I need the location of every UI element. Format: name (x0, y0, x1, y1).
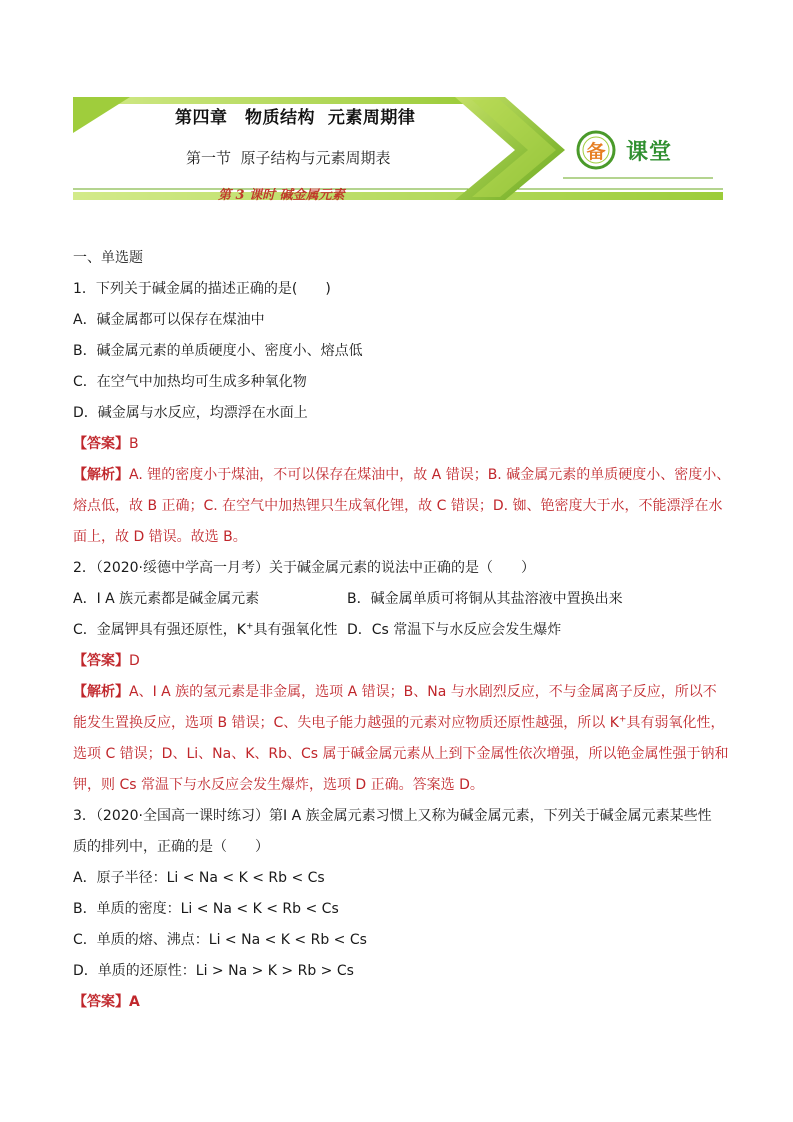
analysis-line (73, 460, 731, 491)
analysis-line: 选项 C 错误；D、Li、Na、K、Rb、Cs 属于碱金属元素从上到下金属性依次增强，所以铯金属性强于钠和 (73, 746, 729, 762)
option-c: C．在空气中加热均可生成多种氧化物 (73, 374, 307, 390)
option-a: A．Ⅰ A 族元素都是碱金属元素 (73, 591, 260, 607)
option-b: B．单质的密度：Li < Na < K < Rb < Cs (73, 901, 339, 917)
option-a: A．碱金属都可以保存在煤油中 (73, 312, 265, 328)
chapter-title: 第四章 物质结构 元素周期律 (175, 108, 416, 128)
option-d: D．碱金属与水反应，均漂浮在水面上 (73, 405, 308, 421)
document-body (73, 243, 731, 1018)
analysis-line: 能发生置换反应，选项 B 错误；C、失电子能力越强的元素对应物质还原性越强，所以 K+具有弱氧化性， (73, 714, 725, 731)
analysis-line: 钾，则 Cs 常温下与水反应会发生爆炸，选项 D 正确。答案选 D。 (73, 777, 484, 793)
answer-line (73, 429, 723, 460)
analysis-line: 熔点低，故 B 正确；C. 在空气中加热锂只生成氧化锂，故 C 错误；D. 铷、铯密度大于水，不能漂浮在水 (73, 498, 723, 514)
option-d: D．Cs 常温下与水反应会发生爆炸 (347, 622, 562, 638)
option-c: C．金属钾具有强还原性，K+具有强氧化性 (73, 621, 338, 638)
question-2 (73, 553, 729, 801)
answer-value: B (129, 436, 139, 452)
answer-line (73, 987, 723, 1018)
banner-left-triangle (73, 97, 130, 133)
analysis-label: 【解析】 (73, 684, 129, 700)
answer-line (73, 646, 723, 677)
analysis-line: 面上，故 D 错误。故选 B。 (73, 529, 247, 545)
section-title: 第一节 原子结构与元素周期表 (186, 149, 391, 167)
answer-value: D (129, 653, 140, 669)
question-stem: 3．（2020·全国高一课时练习）第Ⅰ A 族金属元素习惯上又称为碱金属元素，下列关于碱金属元素某些性 (73, 808, 712, 824)
answer-label: 【答案】 (73, 436, 129, 452)
analysis-line (73, 677, 723, 708)
question-stem: 2．（2020·绥德中学高一月考）关于碱金属元素的说法中正确的是（ ） (73, 560, 535, 576)
lesson-title: 第 3 课时 碱金属元素 (218, 188, 345, 203)
option-row (73, 615, 723, 646)
answer-label: 【答案】 (73, 994, 129, 1010)
section-heading: 一、单选题 (73, 250, 143, 266)
option-a: A．原子半径：Li < Na < K < Rb < Cs (73, 870, 325, 886)
answer-value: A (129, 994, 140, 1010)
answer-label: 【答案】 (73, 653, 129, 669)
question-stem-cont: 质的排列中，正确的是（ ） (73, 839, 269, 855)
option-b: B．碱金属单质可将铜从其盐溶液中置换出来 (347, 591, 623, 607)
question-1 (73, 274, 731, 553)
question-stem: 1．下列关于碱金属的描述正确的是( ) (73, 281, 331, 297)
option-row (73, 584, 723, 615)
question-3 (73, 801, 723, 1018)
brand-logo-text: 课堂 (626, 140, 673, 165)
analysis-label: 【解析】 (73, 467, 129, 483)
analysis-text: A. 锂的密度小于煤油，不可以保存在煤油中，故 A 错误；B. 碱金属元素的单质硬度小、密度小、 (129, 467, 731, 483)
banner-bottom-bar (73, 192, 723, 200)
brand-logo-char: 备 (586, 141, 606, 163)
option-b: B．碱金属元素的单质硬度小、密度小、熔点低 (73, 343, 363, 359)
option-c: C．单质的熔、沸点：Li < Na < K < Rb < Cs (73, 932, 367, 948)
option-d: D．单质的还原性：Li > Na > K > Rb > Cs (73, 963, 354, 979)
analysis-text: A、Ⅰ A 族的氢元素是非金属，选项 A 错误；B、Na 与水剧烈反应，不与金属离子反应，所以不 (129, 684, 717, 700)
